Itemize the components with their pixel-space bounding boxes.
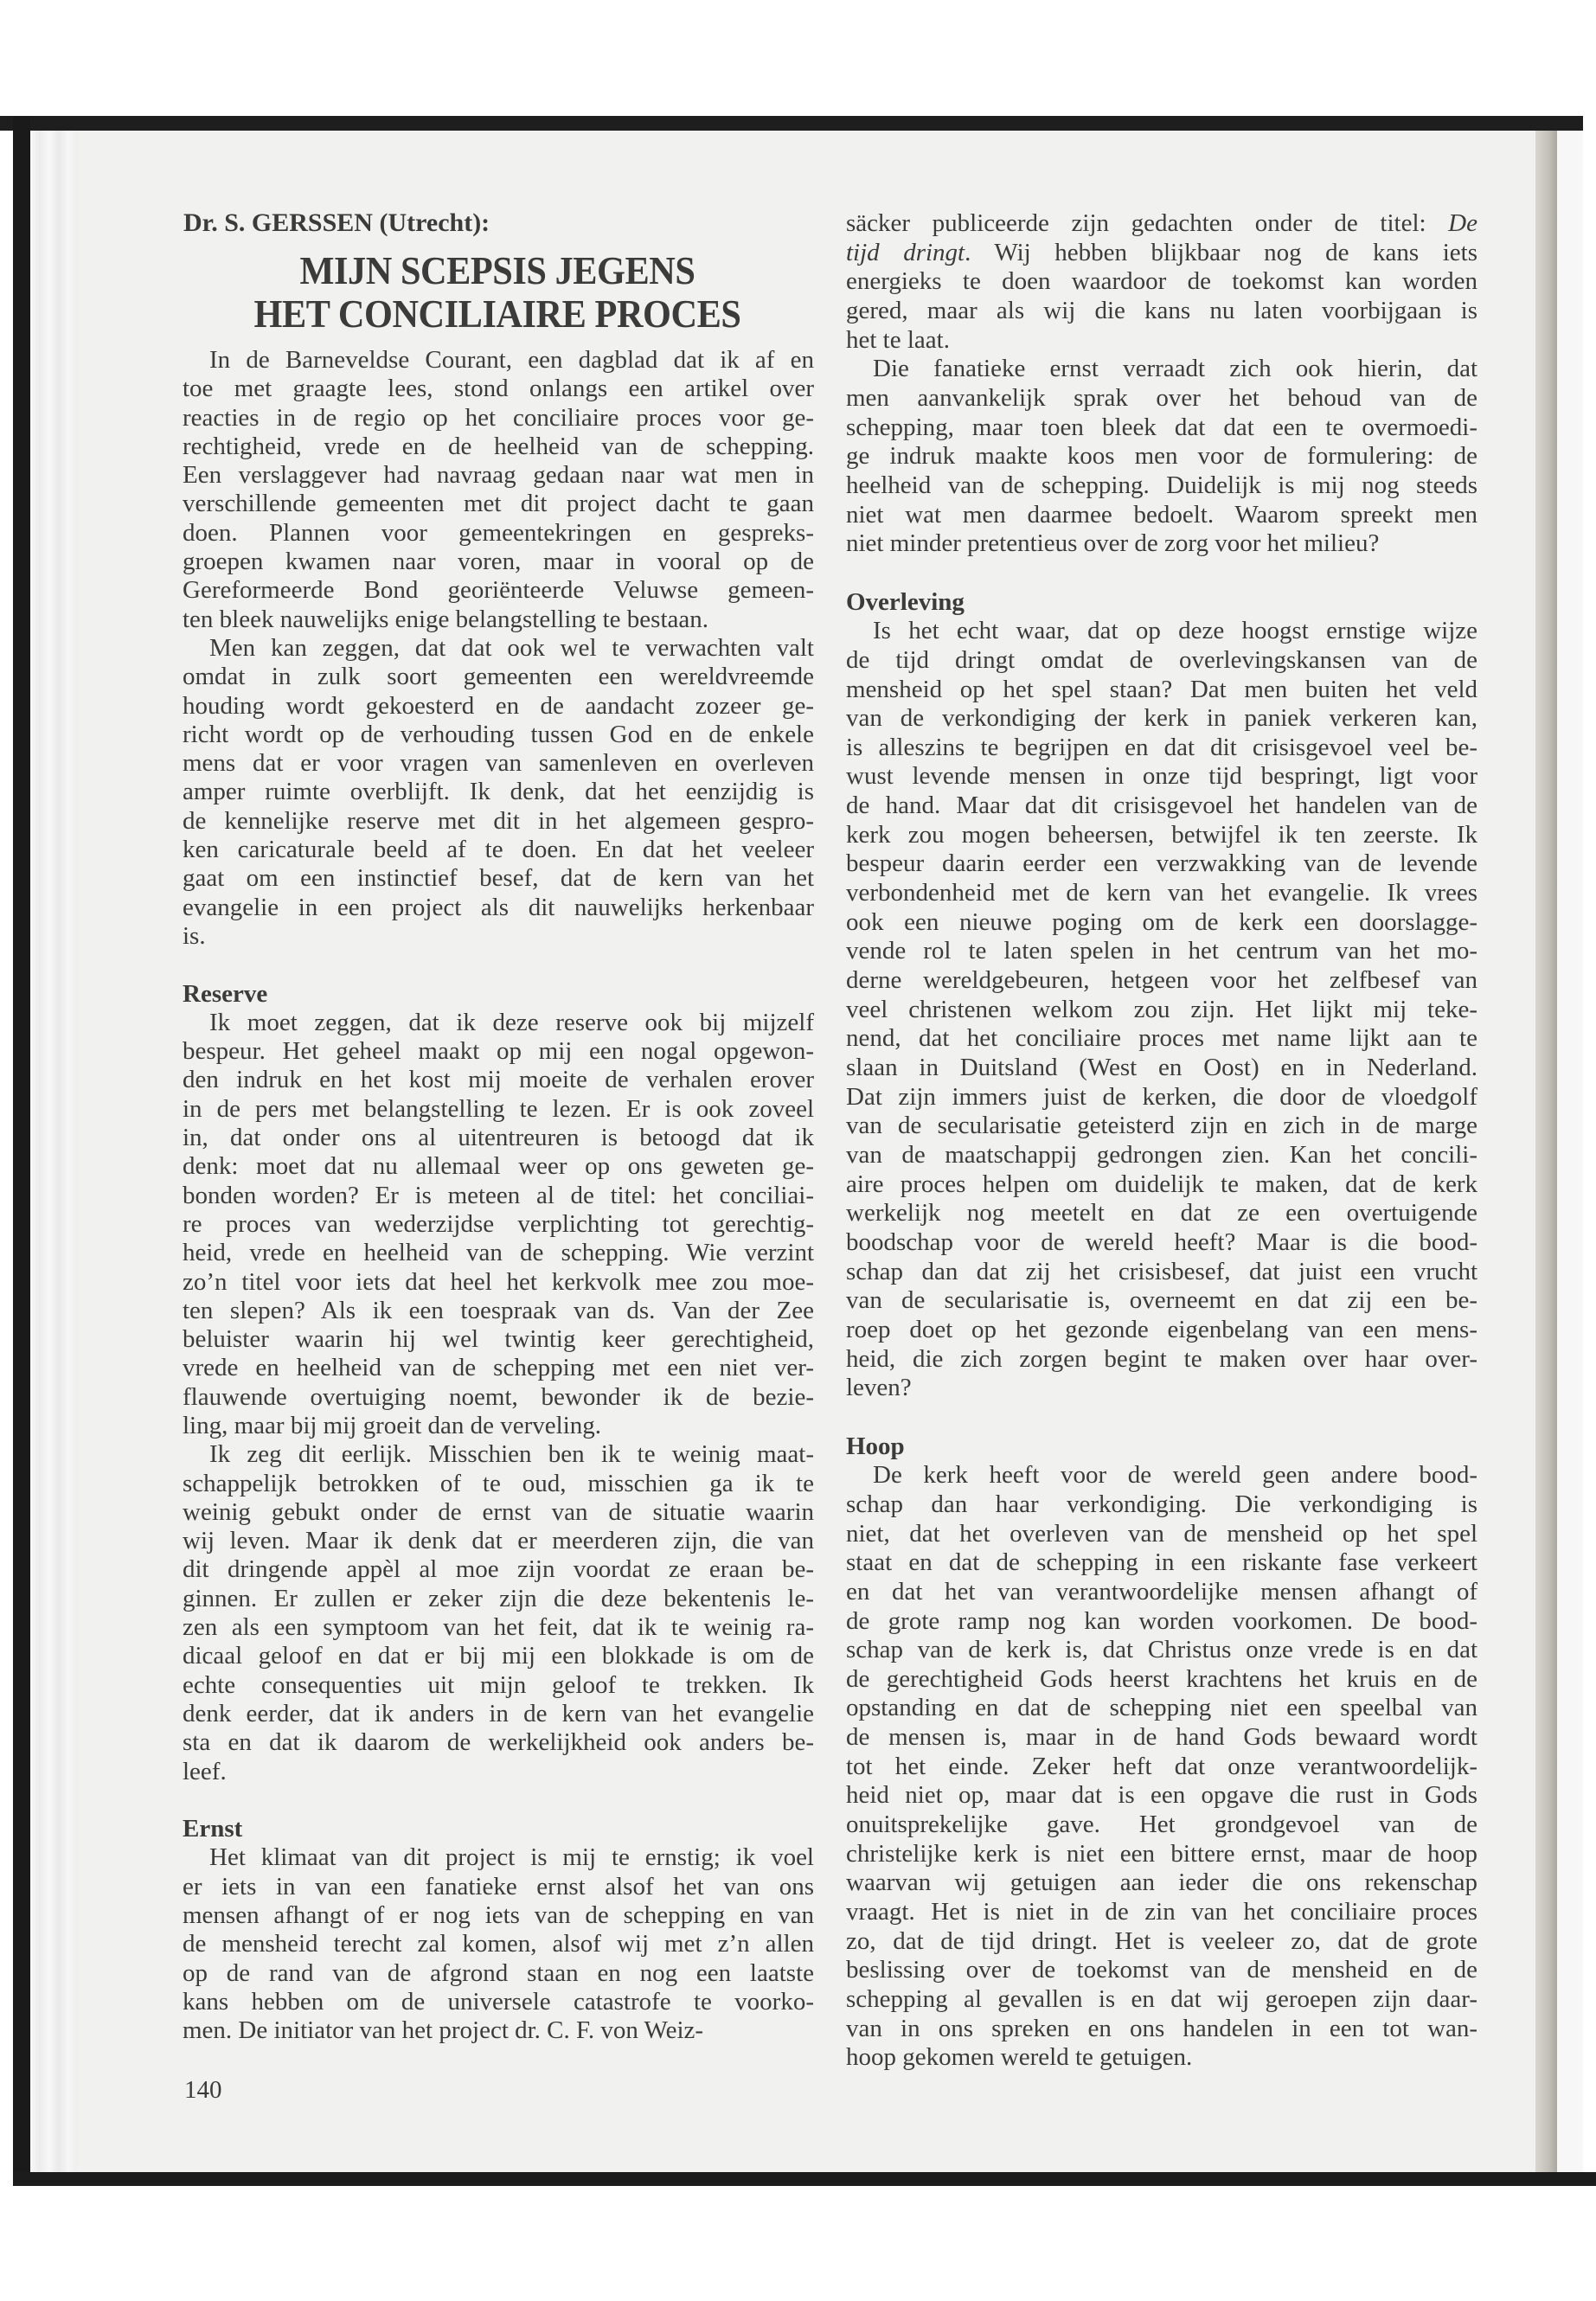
section-heading: Ernst — [183, 1815, 243, 1843]
paragraph — [846, 1461, 1477, 2073]
text-line: schap van de kerk is, dat Christus onze vrede is en dat — [846, 1636, 1477, 1664]
text-line: mensheid op het spel staan? Dat men buiten het veld — [846, 675, 1477, 703]
text-line: houding wordt gekoesterd en de aandacht zozeer ge- — [183, 691, 814, 720]
text-line: heid niet op, maar dat is een opgave die rust in Gods — [846, 1781, 1477, 1810]
section-heading: Hoop — [846, 1432, 905, 1460]
text-line: schepping, maar toen bleek dat dat een te overmoedi- — [846, 413, 1477, 441]
text-line: Ik moet zeggen, dat ik deze reserve ook bij mijzelf — [209, 1008, 814, 1036]
paragraph — [846, 355, 1477, 559]
text-line: van de maatschappij gedrongen zien. Kan het concili- — [846, 1141, 1477, 1169]
text-line: in, dat onder ons al uitentreuren is betoogd dat ik — [183, 1124, 814, 1152]
text-line: niet wat men daarmee bedoelt. Waarom spreekt men — [846, 500, 1477, 529]
section-heading: Reserve — [183, 979, 268, 1008]
text-line: Is het echt waar, dat op deze hoogst ernstige wijze — [873, 617, 1477, 645]
text-line: doen. Plannen voor gemeentekringen en gespreks- — [183, 518, 814, 547]
text-line: denk: moet dat nu allemaal weer op ons geweten ge- — [183, 1152, 814, 1181]
text-line: Gereformeerde Bond georiënteerde Veluwse gemeen- — [183, 576, 814, 605]
text-line: het te laat. — [846, 325, 950, 354]
text-line: gaat om een instinctief besef, dat de kern van het — [183, 864, 814, 893]
left-text-column — [183, 346, 814, 2046]
scan-top-border — [0, 116, 1583, 131]
text-line: sta en dat ik daarom de werkelijkheid ook anders be- — [183, 1728, 814, 1757]
scan-bottom-border — [13, 2172, 1596, 2186]
text-line: in de pers met belangstelling te lezen. Er is ook zoveel — [183, 1094, 814, 1123]
text-line: onuitsprekelijke gave. Het grondgevoel van de — [846, 1811, 1477, 1839]
text-line: men aanvankelijk sprak over het behoud van de — [846, 383, 1477, 412]
text-line — [846, 209, 1477, 239]
text-line: wust levende mensen in onze tijd bespringt, ligt voor — [846, 762, 1477, 791]
text-line: Het klimaat van dit project is mij te ernstig; ik voel — [209, 1843, 814, 1872]
text-line: schappelijk betrokken of te oud, misschien ga ik te — [183, 1469, 814, 1497]
section-spacer — [846, 559, 1477, 588]
text-line: omdat in zulk soort gemeenten een wereldvreemde — [183, 663, 814, 691]
text-line: rechtigheid, vrede en de heelheid van de schepping. — [183, 432, 814, 460]
text-line: niet, dat het overleven van de mensheid op het spel — [846, 1519, 1477, 1548]
text-line: ten bleek nauwelijks enige belangstelling te bestaan. — [183, 605, 708, 633]
text-line: ling, maar bij mij groeit dan de verveling. — [183, 1411, 602, 1439]
text-line: boodschap voor de wereld heeft? Maar is die bood- — [846, 1227, 1477, 1256]
text-line: veel christenen welkom zou zijn. Het lijkt mij teke- — [846, 995, 1477, 1023]
text-line: den indruk en het kost mij moeite de verhalen erover — [183, 1066, 814, 1094]
text-line: de tijd dringt omdat de overlevingskansen van de — [846, 645, 1477, 674]
paragraph — [183, 346, 814, 634]
text-line: van de verkondiging der kerk in paniek verkeren kan, — [846, 704, 1477, 733]
text-line: werkelijk nog meetelt en dat ze een overtuigende — [846, 1199, 1477, 1227]
article-title — [181, 249, 814, 336]
text-line: verbondenheid met de kern van het evangelie. Ik vrees — [846, 879, 1477, 907]
article-author: Dr. S. GERSSEN (Utrecht): — [183, 208, 490, 237]
text-line: nend, dat het conciliaire proces met name lijkt aan te — [846, 1024, 1477, 1053]
text-line: ginnen. Er zullen er zeker zijn die deze bekentenis le- — [183, 1584, 814, 1612]
italic-text: De — [1448, 209, 1477, 237]
section-spacer — [846, 1403, 1477, 1433]
text-line: amper ruimte overblijft. Ik denk, dat het eenzijdig is — [183, 778, 814, 806]
text-line: heelheid van de schepping. Duidelijk is mij nog steeds — [846, 471, 1477, 499]
text-line: De kerk heeft voor de wereld geen andere bood- — [873, 1461, 1477, 1490]
text-line: de mensen is, maar in de hand Gods bewaard wordt — [846, 1723, 1477, 1752]
article-title-line: MIJN SCEPSIS JEGENS — [299, 248, 695, 292]
text-line: heid, vrede en heelheid van de schepping. Wie verzint — [183, 1239, 814, 1267]
text-span: . Wij hebben blijkbaar nog de kans iets — [965, 238, 1477, 266]
text-line: leven? — [846, 1374, 912, 1402]
text-line: van in ons spreken en ons handelen in een tot wan- — [846, 2014, 1477, 2042]
text-line: toe met graagte lees, stond onlangs een artikel over — [183, 375, 814, 403]
text-line: op de rand van de afgrond staan en nog een laatste — [183, 1958, 814, 1987]
text-line: de grote ramp nog kan worden voorkomen. De bood- — [846, 1606, 1477, 1635]
text-line: dit dringende appèl al moe zijn voordat ze eraan be- — [183, 1555, 814, 1584]
text-line: roep doet op het gezonde eigenbelang van een mens- — [846, 1315, 1477, 1343]
text-line: reacties in de regio op het conciliaire proces voor ge- — [183, 403, 814, 432]
page-gutter-shadow — [30, 131, 78, 2172]
paragraph — [183, 1009, 814, 1440]
text-line: tot het einde. Zeker heft dat onze verantwoordelijk- — [846, 1752, 1477, 1780]
text-line: en dat het van verantwoordelijke mensen afhangt of — [846, 1577, 1477, 1606]
paragraph — [846, 209, 1477, 355]
text-line: echte consequenties uit mijn geloof te trekken. Ik — [183, 1670, 814, 1699]
text-line: is. — [183, 921, 206, 950]
scan-left-border — [13, 116, 30, 2186]
italic-text: tijd dringt — [846, 238, 965, 266]
text-line: er iets in van een fanatieke ernst alsof het van ons — [183, 1872, 814, 1900]
text-line: van de secularisatie is, overneemt en dat zij een be- — [846, 1286, 1477, 1315]
text-line: mens dat er voor vragen van samenleven en overleven — [183, 749, 814, 778]
text-line: denk eerder, dat ik anders in de kern van het evangelie — [183, 1699, 814, 1727]
article-title-line: HET CONCILIAIRE PROCES — [253, 292, 741, 336]
text-line: groepen kwamen naar voren, maar in vooral op de — [183, 548, 814, 576]
text-line: niet minder pretentieus over de zorg voor het milieu? — [846, 529, 1380, 558]
text-span: säcker publiceerde zijn gedachten onder de titel: — [846, 209, 1449, 237]
text-line: schepping al gevallen is en dat wij geroepen zijn daar- — [846, 1985, 1477, 2014]
text-line: ten slepen? Als ik een toespraak van ds. Van der Zee — [183, 1296, 814, 1324]
text-line: mensen afhangt of er nog iets van de schepping en van — [183, 1901, 814, 1930]
section-heading: Overleving — [846, 587, 965, 616]
text-line: ook een nieuwe poging om de kerk een doorslagge- — [846, 907, 1477, 936]
text-line: aire proces helpen om duidelijk te maken, dat de kerk — [846, 1170, 1477, 1198]
text-line: de mensheid terecht zal komen, alsof wij met z’n allen — [183, 1930, 814, 1958]
text-line: schap dan dat zij het crisisbesef, dat juist een vrucht — [846, 1257, 1477, 1285]
text-line: kerk zou mogen beheersen, betwijfel ik ten zeerste. Ik — [846, 820, 1477, 849]
text-line: staat en dat de schepping in een riskante fase verkeert — [846, 1548, 1477, 1577]
text-line: wij leven. Maar ik denk dat er meerderen zijn, die van — [183, 1527, 814, 1555]
text-line: energieks te doen waardoor de toekomst kan worden — [846, 267, 1477, 296]
text-line: Die fanatieke ernst verraadt zich ook hierin, dat — [873, 355, 1477, 383]
text-line: leef. — [183, 1757, 227, 1785]
text-line: Ik zeg dit eerlijk. Misschien ben ik te weinig maat- — [209, 1440, 814, 1469]
text-line: opstanding en dat de schepping niet een speelbal van — [846, 1694, 1477, 1722]
text-line: zo’n titel voor iets dat heel het kerkvolk mee zou moe- — [183, 1267, 814, 1296]
page-number: 140 — [184, 2076, 222, 2104]
text-line: Een verslaggever had navraag gedaan naar wat men in — [183, 461, 814, 490]
text-line: is alleszins te begrijpen en dat dit crisisgevoel veel be- — [846, 733, 1477, 761]
paragraph — [846, 617, 1477, 1403]
text-line: verschillende gemeenten met dit project dacht te gaan — [183, 490, 814, 518]
text-line: derne wereldgebeuren, hetgeen voor het zelfbesef van — [846, 966, 1477, 995]
text-line: zen als een symptoom van het feit, dat ik te weinig ra- — [183, 1613, 814, 1642]
text-line: schap dan haar verkondiging. Die verkondiging is — [846, 1490, 1477, 1518]
text-line: zo, dat de tijd dringt. Het is veeleer zo, dat de grote — [846, 1926, 1477, 1955]
text-line: heid, die zich zorgen begint te maken over haar over- — [846, 1344, 1477, 1373]
text-line: beslissing over de toekomst van de mensheid en de — [846, 1956, 1477, 1984]
text-line: hoop gekomen wereld te getuigen. — [846, 2043, 1193, 2072]
text-line: re proces van wederzijdse verplichting tot gerechtig- — [183, 1209, 814, 1238]
paragraph — [183, 1440, 814, 1786]
text-line: ge indruk maakte koos men voor de formulering: de — [846, 442, 1477, 471]
text-line: In de Barneveldse Courant, een dagblad dat ik af en — [209, 346, 814, 374]
text-line: beluister waarin hij wel twintig keer gerechtigheid, — [183, 1325, 814, 1354]
text-line: vrede en heelheid van de schepping met een niet ver- — [183, 1354, 814, 1382]
text-line: vende rol te laten spelen in het centrum van het mo- — [846, 937, 1477, 965]
book-binding-edge — [1535, 131, 1557, 2172]
paragraph — [183, 634, 814, 951]
text-line: kans hebben om de universele catastrofe te voorko- — [183, 1987, 814, 2016]
text-line: weinig gebukt onder de ernst van de situatie waarin — [183, 1497, 814, 1526]
text-line: de hand. Maar dat dit crisisgevoel het handelen van de — [846, 792, 1477, 820]
section-spacer — [183, 951, 814, 979]
text-line: slaan in Duitsland (West en Oost) en in Nederland. — [846, 1054, 1477, 1082]
text-line: bonden worden? Er is meteen al de titel: het conciliai- — [183, 1181, 814, 1209]
text-line: richt wordt op de verhouding tussen God en de enkele — [183, 720, 814, 748]
right-text-column — [846, 209, 1477, 2073]
text-line: Dat zijn immers juist de kerken, die door de vloedgolf — [846, 1082, 1477, 1111]
text-line: flauwende overtuiging noemt, bewonder ik de bezie- — [183, 1382, 814, 1411]
text-line: dicaal geloof en dat er bij mij een blokkade is om de — [183, 1642, 814, 1670]
book-binding-outer — [1557, 131, 1583, 2172]
section-spacer — [183, 1786, 814, 1815]
text-line: vraagt. Het is niet in de zin van het conciliaire proces — [846, 1898, 1477, 1926]
text-line: de gerechtigheid Gods heerst krachtens het kruis en de — [846, 1664, 1477, 1693]
text-line: christelijke kerk is niet een bittere ernst, maar de hoop — [846, 1839, 1477, 1868]
text-line: van de secularisatie geteisterd zijn en zich in de marge — [846, 1112, 1477, 1140]
paragraph — [183, 1843, 814, 2045]
text-line: evangelie in een project als dit nauwelijks herkenbaar — [183, 893, 814, 921]
text-line: de kennelijke reserve met dit in het algemeen gespro- — [183, 806, 814, 835]
text-line: bespeur daarin eerder een verzwakking van de levende — [846, 849, 1477, 878]
text-line: waarvan wij getuigen aan ieder die ons rekenschap — [846, 1868, 1477, 1897]
text-line: ken caricaturale beeld af te doen. En dat het veeleer — [183, 836, 814, 864]
text-line: men. De initiator van het project dr. C. F. von Weiz- — [183, 2016, 704, 2045]
text-line: bespeur. Het geheel maakt op mij een nogal opgewon- — [183, 1037, 814, 1066]
text-line: gered, maar als wij die kans nu laten voorbijgaan is — [846, 296, 1477, 324]
text-line — [846, 239, 1477, 268]
text-line: Men kan zeggen, dat dat ook wel te verwachten valt — [209, 633, 814, 662]
